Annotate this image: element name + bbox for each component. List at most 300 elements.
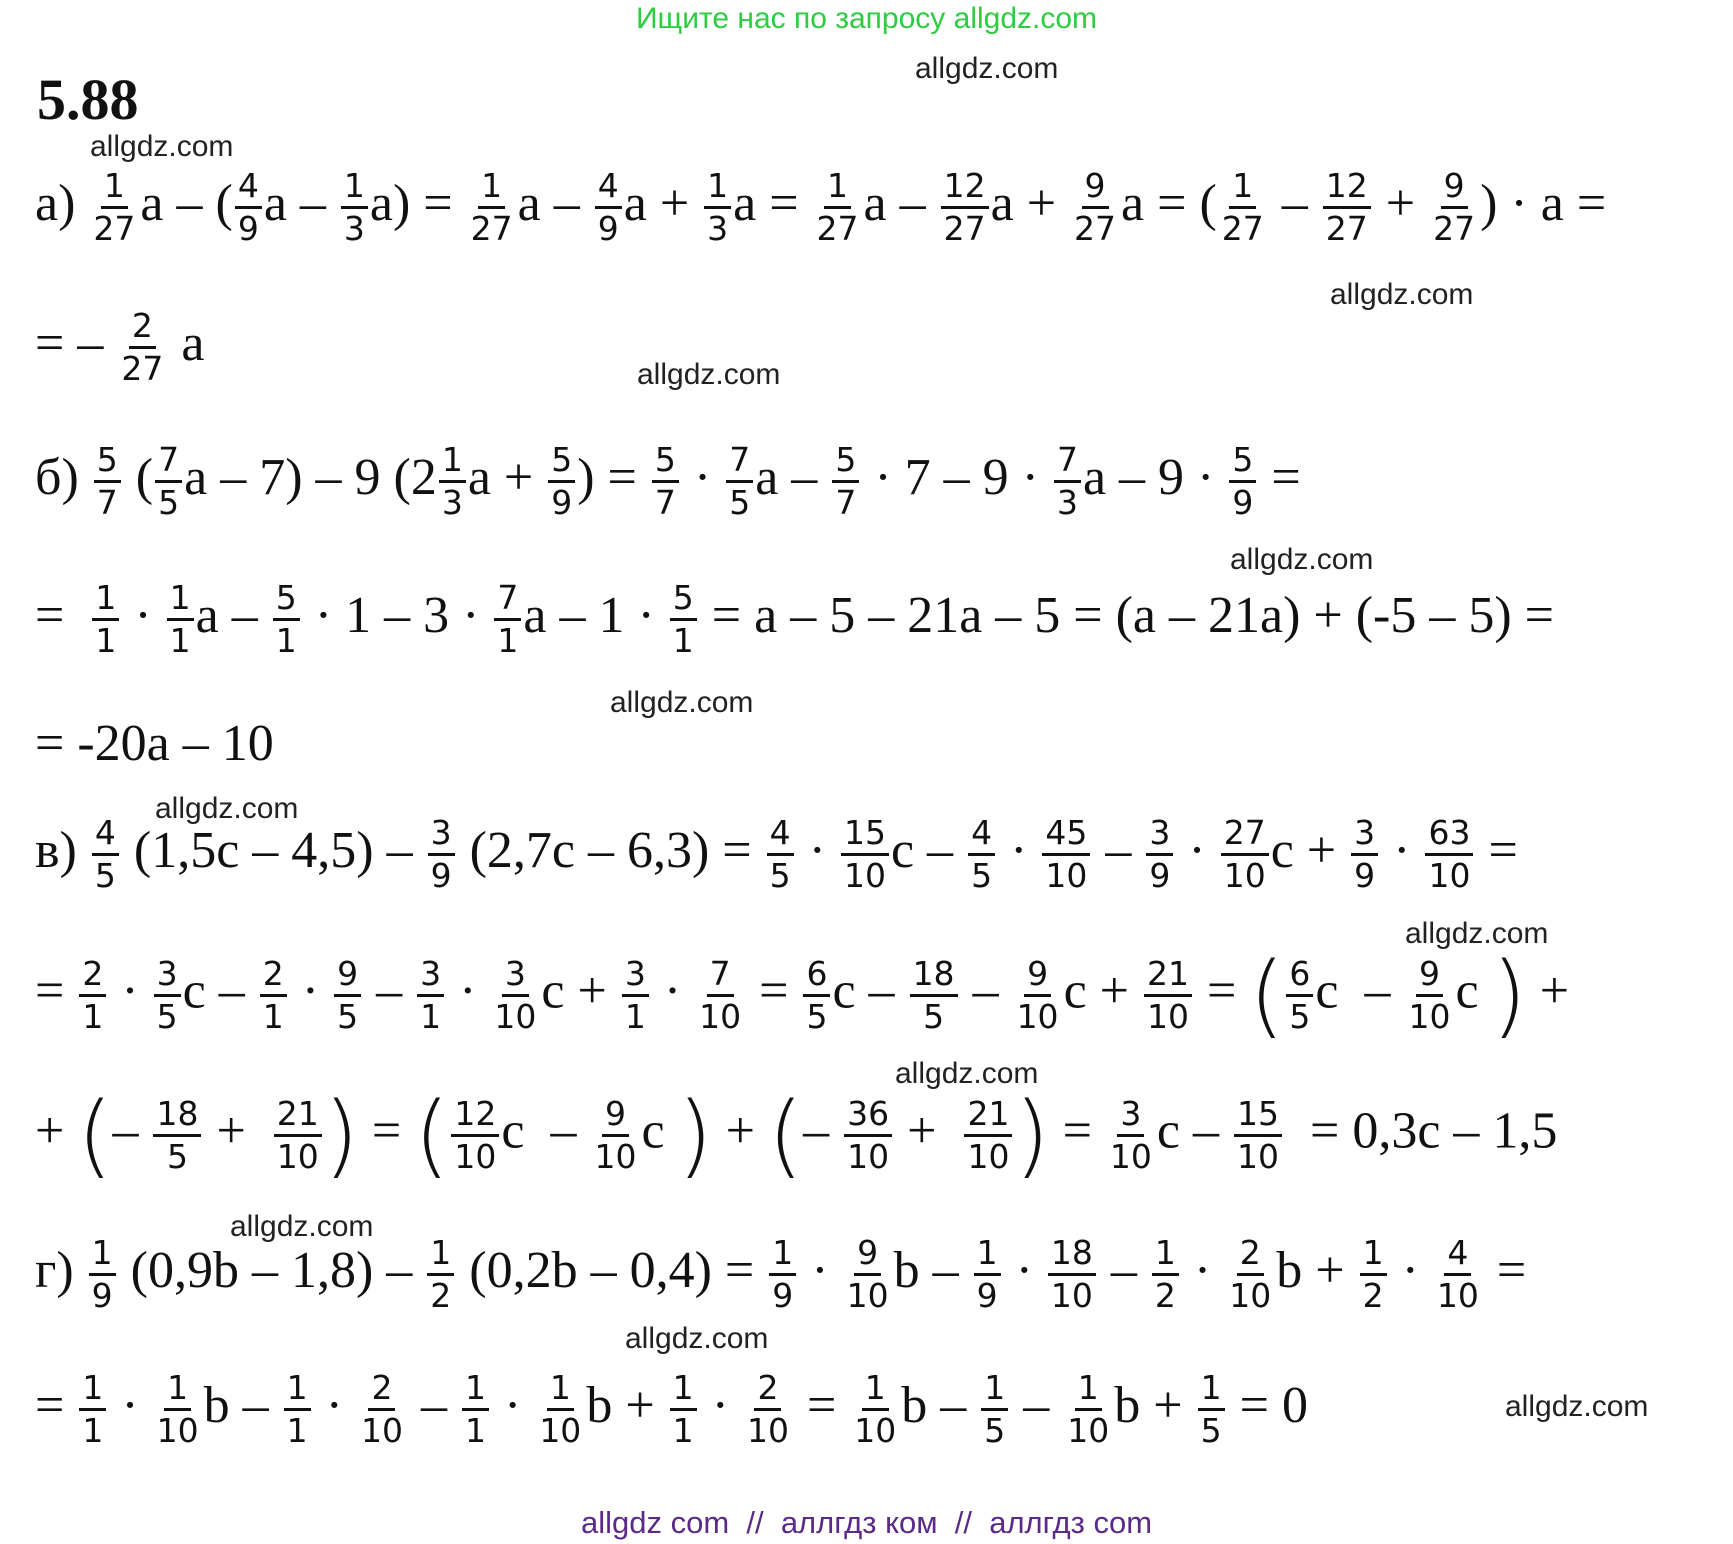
fraction [536,1370,584,1450]
math-text: a = ( [1121,174,1217,232]
math-text: – [407,1376,460,1434]
fraction [1042,815,1090,895]
fraction [670,580,697,660]
footer-watermark: allgdz com // аллгдз ком // аллгдз com [580,1505,1153,1540]
math-text: = [1483,1241,1527,1299]
denominator: 7 [835,482,857,522]
watermark: allgdz.com [625,1322,769,1355]
large-parenthesis: ) [1014,1083,1050,1188]
numerator: 1 [704,168,731,209]
numerator: 4 [968,815,995,856]
denominator: 1 [169,620,191,660]
denominator: 10 [847,1136,890,1176]
numerator: 1 [1229,168,1256,209]
numerator: 15 [1234,1096,1282,1137]
watermark: allgdz.com [1405,917,1549,950]
watermark: allgdz.com [610,686,754,719]
numerator: 9 [854,1235,881,1276]
denominator: 27 [1325,208,1368,248]
math-text: · [108,962,152,1020]
numerator: 9 [1416,956,1443,997]
denominator: 10 [1428,855,1471,895]
numerator: 2 [129,308,156,349]
fraction [1071,168,1119,248]
denominator: 10 [1436,1275,1479,1315]
numerator: 9 [1082,168,1109,209]
watermark: allgdz.com [1230,543,1374,576]
numerator: 1 [92,580,119,621]
denominator: 7 [654,482,676,522]
denominator: 10 [360,1410,403,1450]
numerator: 7 [494,580,521,621]
fraction [910,953,958,1036]
fraction [1430,168,1478,248]
denominator: 9 [597,208,619,248]
denominator: 5 [806,996,828,1036]
math-text: · [1180,1241,1225,1299]
fraction [468,168,516,248]
large-parenthesis: ( [77,1083,113,1188]
numerator: 6 [1286,956,1313,997]
numerator: 18 [153,1096,201,1137]
fraction [1144,953,1192,1036]
math-text: (1,5c – 4,5) – [120,821,426,879]
denominator: 5 [156,996,178,1036]
math-text: = [1049,1102,1105,1160]
denominator: 10 [1223,855,1266,895]
numerator: 12 [1323,168,1371,209]
fraction [1286,953,1313,1036]
fraction [652,442,679,522]
fraction [622,953,649,1036]
denominator: 5 [337,996,359,1036]
math-text: г) [35,1241,87,1299]
denominator: 10 [539,1410,582,1450]
math-text: · [490,1376,535,1434]
math-text: b – [901,1376,980,1434]
fraction [1229,442,1256,522]
denominator: 10 [1109,1136,1152,1176]
math-text: (2,7c – 6,3) = [456,821,765,879]
numerator: 21 [1144,956,1192,997]
fraction [841,815,889,895]
denominator: 2 [1154,1275,1176,1315]
fraction [154,953,181,1036]
solution-b-line-2 [35,580,1554,660]
denominator: 9 [772,1275,794,1315]
fraction [851,1370,899,1450]
fraction [284,1370,311,1450]
numerator: 5 [670,580,697,621]
numerator: 1 [164,1370,191,1411]
fraction [79,953,106,1036]
fraction [548,442,575,522]
fraction [439,442,466,522]
fraction [154,1370,202,1450]
numerator: 21 [274,1096,322,1137]
fraction [844,1093,892,1176]
numerator: 2 [368,1370,395,1411]
math-text: = [1258,448,1301,506]
math-text: · [446,962,490,1020]
denominator: 1 [286,1410,308,1450]
math-text: + [1372,174,1429,232]
math-text: a + [467,448,547,506]
fraction [118,308,166,388]
denominator: 5 [729,482,751,522]
denominator: 5 [984,1410,1006,1450]
watermark: allgdz.com [90,130,234,163]
numerator: 1 [79,1370,106,1411]
math-text: – [1097,1241,1150,1299]
fraction [1221,815,1269,895]
fraction [494,580,521,660]
denominator: 9 [551,482,573,522]
math-text: c [641,1102,678,1160]
math-text: a – [195,586,271,644]
math-text: – [1010,1376,1063,1434]
fraction [462,1370,489,1450]
numerator: 36 [844,1096,892,1137]
denominator: 10 [1237,1136,1279,1176]
fraction [94,442,121,522]
numerator: 5 [832,442,859,483]
math-text: c [1455,962,1492,1020]
denominator: 10 [1045,855,1088,895]
math-text: = a – 5 – 21a – 5 = (a – 21a) + (-5 – 5) = [698,586,1555,644]
denominator: 3 [1056,482,1078,522]
math-text: · [680,448,725,506]
numerator: 3 [1117,1096,1144,1137]
math-text: · [798,1241,842,1299]
math-text: c + [541,962,620,1020]
fraction [1152,1235,1179,1315]
numerator: 4 [235,168,262,209]
denominator: 5 [971,855,993,895]
watermark: allgdz.com [230,1210,374,1243]
numerator: 7 [1054,442,1081,483]
fraction [90,168,138,248]
denominator: 27 [943,208,986,248]
fraction [417,953,444,1036]
denominator: 10 [854,1410,897,1450]
math-text: – [112,1102,152,1160]
numerator: 4 [767,815,794,856]
numerator: 3 [622,956,649,997]
math-text: = [35,962,78,1020]
fraction [1323,168,1371,248]
math-text: a – [517,174,593,232]
fraction [334,953,361,1036]
math-text: = [358,1102,415,1160]
denominator: 9 [430,855,452,895]
numerator: 4 [92,815,119,856]
large-parenthesis: ) [677,1083,713,1188]
fraction [803,953,830,1036]
denominator: 5 [769,855,791,895]
numerator: 4 [595,168,622,209]
numerator: 7 [707,956,734,997]
large-parenthesis: ( [768,1083,804,1188]
fraction [832,442,859,522]
denominator: 9 [1149,855,1171,895]
denominator: 2 [1362,1275,1384,1315]
numerator: 4 [1444,1235,1471,1276]
math-text: c + [1270,821,1350,879]
numerator: 2 [260,956,287,997]
math-text: – [959,962,1012,1020]
math-text: · [997,821,1041,879]
math-text: – [1092,821,1145,879]
fraction [1425,815,1473,895]
numerator: 12 [451,1096,499,1137]
fraction [1064,1370,1112,1450]
math-text: c – [1315,962,1404,1020]
numerator: 3 [428,815,455,856]
denominator: 9 [91,1275,113,1315]
math-text: = [1475,821,1518,879]
numerator: 3 [417,956,444,997]
numerator: 9 [334,956,361,997]
denominator: 10 [454,1136,497,1176]
fraction [1434,1235,1482,1315]
numerator: 2 [1237,1235,1264,1276]
solution-g-line-1 [35,1235,1526,1315]
denominator: 10 [1146,996,1189,1036]
math-text: · 1 – 3 · [301,586,493,644]
numerator: 1 [427,1235,454,1276]
math-text: = [793,1376,850,1434]
math-text: b + [1276,1241,1358,1299]
denominator: 9 [976,1275,998,1315]
denominator: 3 [441,482,463,522]
math-text: · [312,1376,356,1434]
fraction [1198,1370,1225,1450]
math-text: = -20a – 10 [35,715,274,772]
fraction [341,168,368,248]
fraction [79,1370,106,1450]
math-text: а) [35,174,89,232]
math-text: = 0 [1226,1376,1308,1434]
math-text: + [35,1102,78,1160]
denominator: 10 [699,996,742,1036]
fraction [260,953,287,1036]
fraction [726,442,753,522]
math-text: b – [893,1241,972,1299]
solution-b-line-1 [35,442,1301,522]
numerator: 7 [155,442,182,483]
numerator: 5 [273,580,300,621]
numerator: 1 [862,1370,889,1411]
solution-b-line-3 [35,715,274,772]
search-banner: Ищите нас по запросу allgdz.com [635,2,1098,35]
fraction [1360,1235,1387,1315]
math-text: = [1193,962,1250,1020]
denominator: 10 [967,1136,1010,1176]
math-text: c – [501,1102,590,1160]
numerator: 9 [602,1096,629,1137]
denominator: 27 [816,208,859,248]
denominator: 27 [93,208,136,248]
numerator: 1 [478,168,505,209]
fraction [451,1093,499,1176]
fraction [1107,1093,1155,1176]
denominator: 10 [156,1410,199,1450]
math-text: a – [755,448,831,506]
math-text: · [1388,1241,1432,1299]
denominator: 10 [1408,996,1451,1036]
numerator: 1 [341,168,368,209]
denominator: 1 [672,1410,694,1450]
numerator: 1 [547,1370,574,1411]
fraction [92,580,119,660]
denominator: 5 [166,1136,188,1176]
large-parenthesis: ( [1249,943,1285,1048]
math-text: (0,9b – 1,8) – [117,1241,426,1299]
fraction [670,1370,697,1450]
denominator: 27 [1074,208,1117,248]
numerator: 21 [964,1096,1012,1137]
fraction [1406,953,1454,1036]
fraction [491,953,539,1036]
fraction [153,1093,201,1176]
denominator: 10 [746,1410,789,1450]
fraction [167,580,194,660]
numerator: 3 [154,956,181,997]
large-parenthesis: ( [414,1083,450,1188]
numerator: 1 [981,1370,1008,1411]
numerator: 5 [94,442,121,483]
denominator: 27 [1433,208,1476,248]
math-text: ) = [577,448,650,506]
denominator: 10 [1229,1275,1272,1315]
fraction [92,815,119,895]
math-text: c – [1156,1102,1232,1160]
math-text: a – 7) – 9 (2 [184,448,437,506]
fraction [744,1370,792,1450]
numerator: 2 [79,956,106,997]
math-text: c – [890,821,967,879]
solution-a-line-1 [35,168,1606,248]
math-text: c – [182,962,258,1020]
watermark: allgdz.com [1505,1390,1649,1423]
denominator: 10 [843,855,886,895]
math-text: · [121,586,165,644]
fraction [89,1235,116,1315]
denominator: 9 [1354,855,1376,895]
denominator: 27 [1221,208,1264,248]
solution-a-line-2 [35,308,204,388]
fraction [155,442,182,522]
math-text: a – 1 · [523,586,668,644]
denominator: 10 [1016,996,1059,1036]
denominator: 1 [262,996,284,1036]
math-text: c – [832,962,908,1020]
denominator: 1 [497,620,519,660]
denominator: 5 [1200,1410,1222,1450]
math-text: в) [35,821,90,879]
fraction [1219,168,1267,248]
large-parenthesis: ) [323,1083,359,1188]
fraction [696,953,744,1036]
numerator: 63 [1425,815,1473,856]
fraction [1048,1235,1096,1315]
numerator: 3 [502,956,529,997]
numerator: 1 [89,1235,116,1276]
denominator: 5 [94,855,116,895]
solution-v-line-3 [35,1083,1558,1188]
denominator: 2 [430,1275,452,1315]
denominator: 10 [846,1275,889,1315]
denominator: 1 [275,620,297,660]
denominator: 10 [276,1136,319,1176]
fraction [595,168,622,248]
denominator: 3 [707,208,729,248]
math-text: a + [990,174,1070,232]
numerator: 3 [1146,815,1173,856]
denominator: 10 [594,1136,637,1176]
problem-number: 5.88 [37,67,139,132]
denominator: 10 [1067,1410,1110,1450]
math-text: (0,2b – 0,4) = [456,1241,768,1299]
numerator: 7 [726,442,753,483]
numerator: 1 [1075,1370,1102,1411]
numerator: 9 [1024,956,1051,997]
math-text: · [650,962,695,1020]
fraction [814,168,862,248]
math-text: · [108,1376,152,1434]
solution-v-line-2 [35,943,1570,1048]
fraction [427,1235,454,1315]
denominator: 10 [1050,1275,1093,1315]
math-text: · 7 – 9 · [861,448,1052,506]
fraction [428,815,455,895]
denominator: 27 [121,348,164,388]
numerator: 6 [803,956,830,997]
math-text: · [795,821,839,879]
denominator: 1 [82,1410,104,1450]
denominator: 1 [82,996,104,1036]
fraction [1146,815,1173,895]
math-text: a – [263,174,339,232]
math-text: – [363,962,416,1020]
numerator: 1 [1198,1370,1225,1411]
math-text: a) = [369,174,466,232]
math-text: a + [623,174,703,232]
numerator: 18 [910,956,958,997]
numerator: 1 [1152,1235,1179,1276]
numerator: 5 [548,442,575,483]
fraction [1226,1235,1274,1315]
math-text: b + [586,1376,668,1434]
math-text: = [35,586,91,644]
math-text: – [803,1102,843,1160]
numerator: 12 [941,168,989,209]
fraction [968,815,995,895]
watermark: allgdz.com [895,1057,1039,1090]
math-text: · [1002,1241,1046,1299]
numerator: 1 [670,1370,697,1411]
fraction [704,168,731,248]
numerator: 3 [1351,815,1378,856]
fraction [769,1235,796,1315]
numerator: 45 [1042,815,1090,856]
solution-v-line-1 [35,815,1518,895]
fraction [1351,815,1378,895]
math-text: a – 9 · [1082,448,1228,506]
watermark: allgdz.com [915,52,1059,85]
math-text: = 0,3c – 1,5 [1284,1102,1558,1160]
